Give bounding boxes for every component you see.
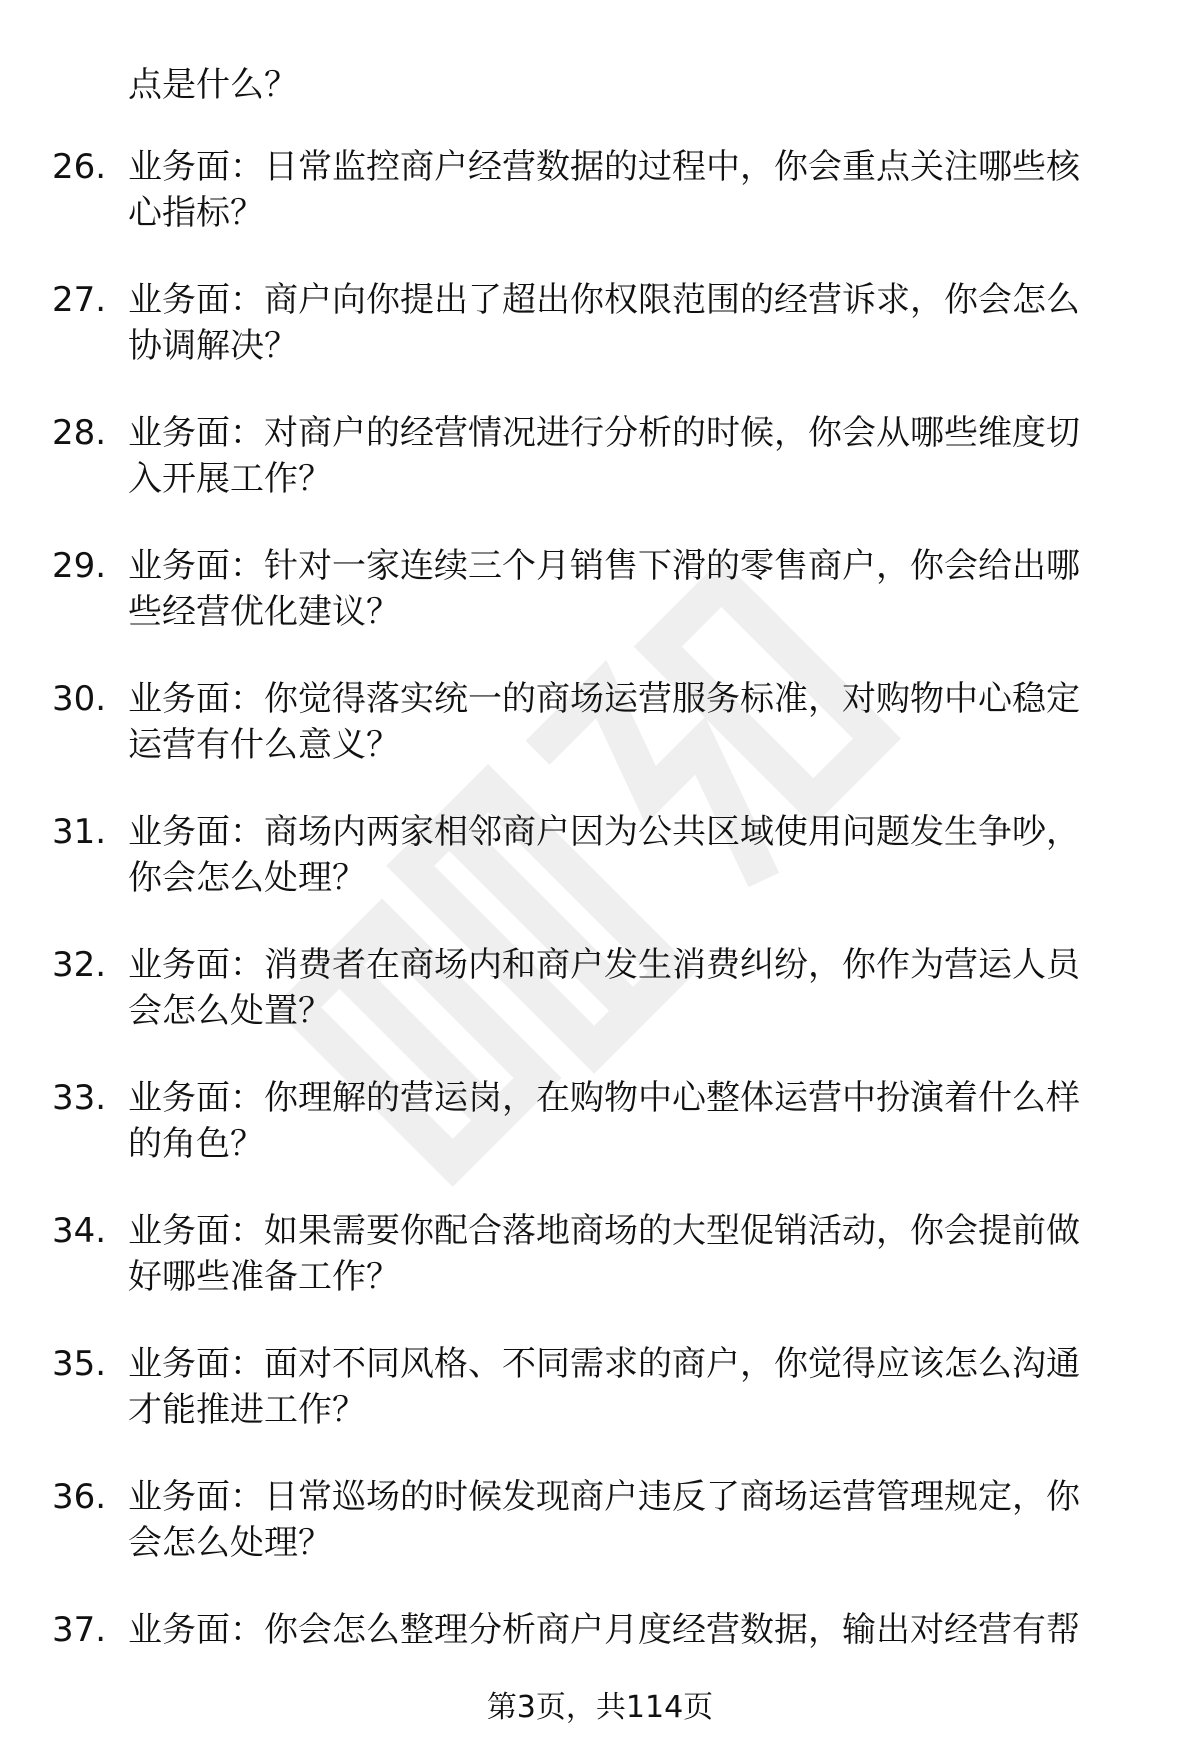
question-text — [128, 410, 1138, 502]
question-text — [128, 1607, 1138, 1653]
question-line: 你会怎么处理？ — [128, 858, 366, 898]
question-item — [0, 1474, 1200, 1566]
question-item — [0, 543, 1200, 635]
question-text — [128, 1341, 1138, 1433]
question-number: 31. — [52, 812, 107, 852]
question-number: 37. — [52, 1610, 107, 1650]
question-line: 好哪些准备工作？ — [128, 1257, 400, 1297]
question-list — [0, 144, 1200, 1740]
question-text — [128, 1075, 1138, 1167]
question-line: 会怎么处置？ — [128, 991, 332, 1031]
question-line: 对商户的经营情况进行分析的时候，你会从哪些维度切 — [264, 413, 1080, 453]
question-number: 29. — [52, 546, 107, 586]
question-number: 30. — [52, 679, 107, 719]
question-number: 27. — [52, 280, 107, 320]
question-prefix: 业务面： — [128, 1344, 264, 1384]
question-line: 日常巡场的时候发现商户违反了商场运营管理规定，你 — [264, 1477, 1080, 1517]
question-prefix: 业务面： — [128, 812, 264, 852]
question-prefix: 业务面： — [128, 413, 264, 453]
question-item — [0, 676, 1200, 768]
question-line: 的角色？ — [128, 1124, 264, 1164]
question-text — [128, 543, 1138, 635]
question-line: 你理解的营运岗，在购物中心整体运营中扮演着什么样 — [264, 1078, 1080, 1118]
question-item — [0, 1607, 1200, 1699]
question-item — [0, 277, 1200, 369]
question-number: 26. — [52, 147, 107, 187]
question-line: 协调解决？ — [128, 326, 298, 366]
question-line: 会怎么处理？ — [128, 1523, 332, 1563]
question-text — [128, 676, 1138, 768]
question-item — [0, 809, 1200, 901]
question-text — [128, 277, 1138, 369]
question-line: 如果需要你配合落地商场的大型促销活动，你会提前做 — [264, 1211, 1080, 1251]
question-text — [128, 144, 1138, 236]
question-prefix: 业务面： — [128, 1078, 264, 1118]
question-line: 运营有什么意义？ — [128, 725, 400, 765]
question-text — [128, 1474, 1138, 1566]
page-footer: 第3页，共114页 — [486, 1690, 714, 1725]
question-number: 36. — [52, 1477, 107, 1517]
question-text — [128, 809, 1138, 901]
question-line: 才能推进工作？ — [128, 1390, 366, 1430]
question-item — [0, 1208, 1200, 1300]
question-line: 你觉得落实统一的商场运营服务标准，对购物中心稳定 — [264, 679, 1080, 719]
question-prefix: 业务面： — [128, 1211, 264, 1251]
question-prefix: 业务面： — [128, 1477, 264, 1517]
question-prefix: 业务面： — [128, 280, 264, 320]
question-number: 32. — [52, 945, 107, 985]
question-line: 针对一家连续三个月销售下滑的零售商户，你会给出哪 — [264, 546, 1080, 586]
question-prefix: 业务面： — [128, 945, 264, 985]
question-prefix: 业务面： — [128, 546, 264, 586]
question-text — [128, 1208, 1138, 1300]
question-item — [0, 942, 1200, 1034]
question-line: 些经营优化建议？ — [128, 592, 400, 632]
question-prefix: 业务面： — [128, 147, 264, 187]
question-item — [0, 144, 1200, 236]
question-item — [0, 1341, 1200, 1433]
question-line: 商户向你提出了超出你权限范围的经营诉求，你会怎么 — [264, 280, 1080, 320]
question-item — [0, 1075, 1200, 1167]
question-number: 35. — [52, 1344, 107, 1384]
question-line: 面对不同风格、不同需求的商户，你觉得应该怎么沟通 — [264, 1344, 1080, 1384]
question-line: 心指标？ — [128, 193, 264, 233]
question-prefix: 业务面： — [128, 679, 264, 719]
question-line: 日常监控商户经营数据的过程中，你会重点关注哪些核 — [264, 147, 1080, 187]
continued-question-text: 点是什么？ — [128, 65, 298, 105]
question-line: 入开展工作？ — [128, 459, 332, 499]
question-text — [128, 942, 1138, 1034]
question-item — [0, 410, 1200, 502]
question-line: 商场内两家相邻商户因为公共区域使用问题发生争吵， — [264, 812, 1080, 852]
question-line: 消费者在商场内和商户发生消费纠纷，你作为营运人员 — [264, 945, 1080, 985]
question-number: 33. — [52, 1078, 107, 1118]
question-prefix: 业务面： — [128, 1610, 264, 1650]
question-number: 34. — [52, 1211, 107, 1251]
question-number: 28. — [52, 413, 107, 453]
question-line: 你会怎么整理分析商户月度经营数据，输出对经营有帮 — [264, 1610, 1080, 1650]
